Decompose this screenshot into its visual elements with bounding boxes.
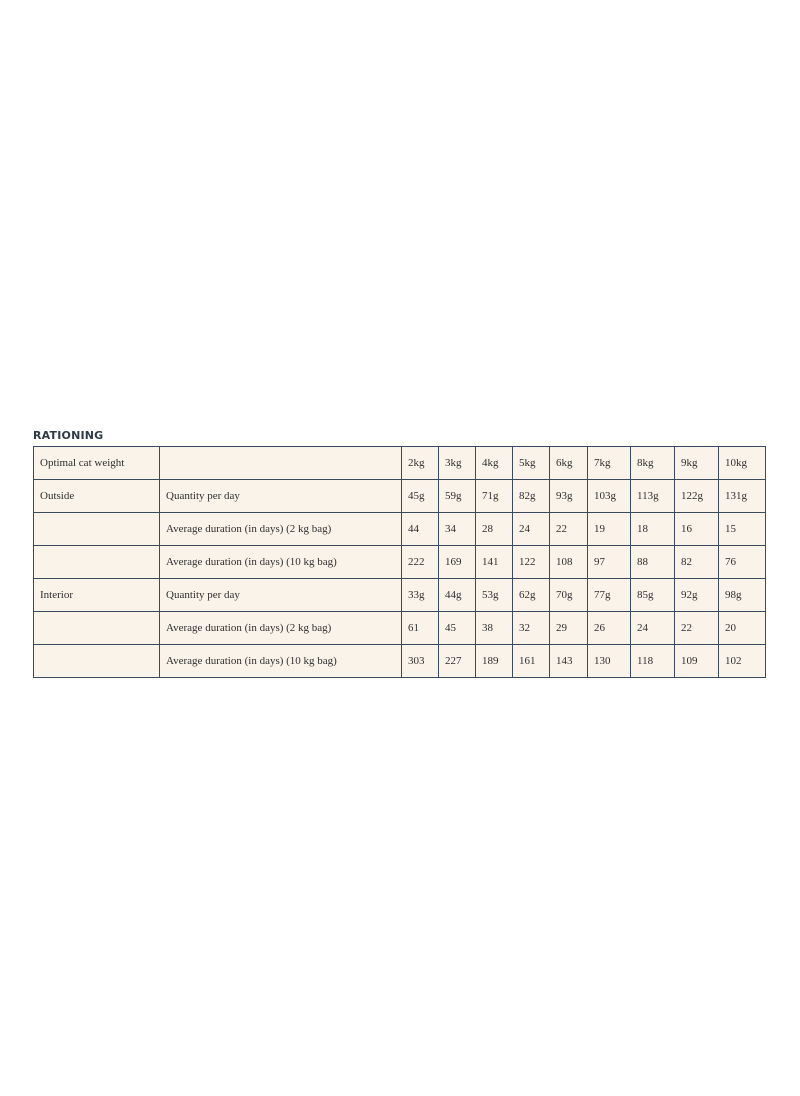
value-cell: 20 — [719, 612, 766, 645]
value-cell: 33g — [402, 579, 439, 612]
header-label-cell: Optimal cat weight — [34, 447, 160, 480]
value-cell: 44g — [439, 579, 476, 612]
group-cell: Outside — [34, 480, 160, 513]
weight-cell: 3kg — [439, 447, 476, 480]
value-cell: 24 — [631, 612, 675, 645]
table-row — [34, 579, 766, 612]
value-cell: 130 — [588, 645, 631, 678]
value-cell: 77g — [588, 579, 631, 612]
header-row — [34, 447, 766, 480]
weight-cell: 5kg — [513, 447, 550, 480]
value-cell: 71g — [476, 480, 513, 513]
table-row — [34, 645, 766, 678]
value-cell: 141 — [476, 546, 513, 579]
value-cell: 22 — [675, 612, 719, 645]
value-cell: 98g — [719, 579, 766, 612]
value-cell: 93g — [550, 480, 588, 513]
value-cell: 131g — [719, 480, 766, 513]
value-cell: 222 — [402, 546, 439, 579]
value-cell: 18 — [631, 513, 675, 546]
value-cell: 22 — [550, 513, 588, 546]
metric-cell: Average duration (in days) (2 kg bag) — [160, 513, 402, 546]
value-cell: 61 — [402, 612, 439, 645]
value-cell: 53g — [476, 579, 513, 612]
metric-cell: Average duration (in days) (10 kg bag) — [160, 546, 402, 579]
table-row — [34, 546, 766, 579]
value-cell: 118 — [631, 645, 675, 678]
value-cell: 62g — [513, 579, 550, 612]
value-cell: 26 — [588, 612, 631, 645]
value-cell: 88 — [631, 546, 675, 579]
value-cell: 103g — [588, 480, 631, 513]
group-cell — [34, 612, 160, 645]
value-cell: 169 — [439, 546, 476, 579]
value-cell: 102 — [719, 645, 766, 678]
value-cell: 227 — [439, 645, 476, 678]
value-cell: 24 — [513, 513, 550, 546]
weight-cell: 4kg — [476, 447, 513, 480]
weight-cell: 9kg — [675, 447, 719, 480]
group-cell — [34, 546, 160, 579]
weight-cell: 10kg — [719, 447, 766, 480]
value-cell: 122g — [675, 480, 719, 513]
metric-cell: Quantity per day — [160, 480, 402, 513]
table-body — [34, 447, 766, 678]
group-cell — [34, 513, 160, 546]
value-cell: 82g — [513, 480, 550, 513]
value-cell: 122 — [513, 546, 550, 579]
value-cell: 34 — [439, 513, 476, 546]
value-cell: 44 — [402, 513, 439, 546]
value-cell: 15 — [719, 513, 766, 546]
value-cell: 76 — [719, 546, 766, 579]
section-title: RATIONING — [33, 429, 104, 442]
value-cell: 82 — [675, 546, 719, 579]
value-cell: 113g — [631, 480, 675, 513]
value-cell: 189 — [476, 645, 513, 678]
metric-cell: Quantity per day — [160, 579, 402, 612]
value-cell: 16 — [675, 513, 719, 546]
value-cell: 143 — [550, 645, 588, 678]
value-cell: 92g — [675, 579, 719, 612]
table-row — [34, 480, 766, 513]
metric-cell: Average duration (in days) (10 kg bag) — [160, 645, 402, 678]
value-cell: 29 — [550, 612, 588, 645]
value-cell: 19 — [588, 513, 631, 546]
weight-cell: 8kg — [631, 447, 675, 480]
value-cell: 45 — [439, 612, 476, 645]
group-cell: Interior — [34, 579, 160, 612]
group-cell — [34, 645, 160, 678]
weight-cell: 2kg — [402, 447, 439, 480]
value-cell: 32 — [513, 612, 550, 645]
rationing-table — [33, 446, 766, 678]
table-row — [34, 612, 766, 645]
weight-cell: 6kg — [550, 447, 588, 480]
value-cell: 303 — [402, 645, 439, 678]
value-cell: 97 — [588, 546, 631, 579]
metric-cell: Average duration (in days) (2 kg bag) — [160, 612, 402, 645]
header-sublabel-cell — [160, 447, 402, 480]
value-cell: 59g — [439, 480, 476, 513]
table-row — [34, 513, 766, 546]
value-cell: 70g — [550, 579, 588, 612]
value-cell: 45g — [402, 480, 439, 513]
value-cell: 28 — [476, 513, 513, 546]
value-cell: 108 — [550, 546, 588, 579]
value-cell: 161 — [513, 645, 550, 678]
value-cell: 85g — [631, 579, 675, 612]
value-cell: 38 — [476, 612, 513, 645]
weight-cell: 7kg — [588, 447, 631, 480]
value-cell: 109 — [675, 645, 719, 678]
